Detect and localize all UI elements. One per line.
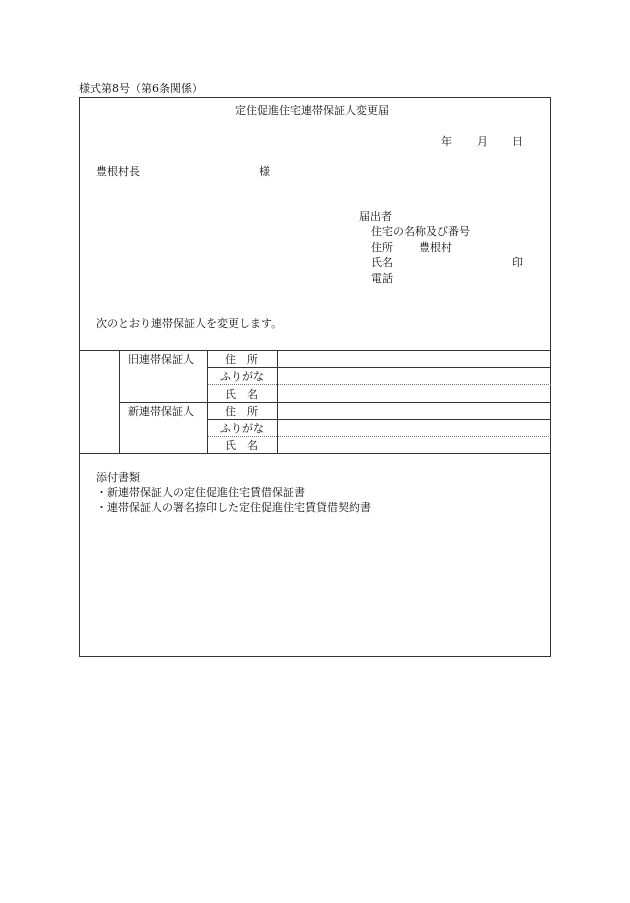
new-furigana-label: ふりがな	[220, 422, 264, 435]
applicant-name-label: 氏名	[371, 256, 393, 269]
addressee-name: 豊根村長	[96, 165, 140, 178]
applicant-address-value: 豊根村	[419, 241, 452, 254]
table-col-divider-3	[277, 350, 278, 453]
table-top-border	[79, 350, 551, 351]
phone-label: 電話	[371, 272, 393, 285]
attachments-heading: 添付書類	[96, 471, 140, 484]
old-furigana-label: ふりがな	[220, 370, 264, 383]
new-name-label: 氏 名	[225, 439, 258, 452]
new-guarantor-label: 新連帯保証人	[128, 405, 194, 418]
form-title: 定住促進住宅連帯保証人変更届	[235, 104, 389, 117]
attachment-item: ・連帯保証人の署名捺印した定住促進住宅賃貸借契約書	[96, 501, 371, 514]
new-furigana-divider	[207, 436, 551, 437]
table-col-divider-1	[119, 350, 120, 453]
table-middle-border	[119, 402, 551, 403]
old-address-label: 住 所	[225, 353, 258, 366]
form-frame	[79, 97, 551, 657]
applicant-address-label: 住所	[371, 241, 393, 254]
new-address-divider	[207, 419, 551, 420]
seal-mark: 印	[512, 256, 523, 269]
attachment-item: ・新連帯保証人の定住促進住宅賃借保証書	[96, 486, 305, 499]
addressee-honorific: 様	[259, 165, 270, 178]
table-col-divider-2	[207, 350, 208, 453]
date-month: 月	[477, 135, 488, 148]
applicant-heading: 届出者	[359, 210, 392, 223]
form-number: 様式第8号（第6条関係）	[79, 82, 203, 95]
old-guarantor-label: 旧連帯保証人	[128, 353, 194, 366]
table-bottom-border	[79, 453, 551, 454]
old-address-divider	[207, 367, 551, 368]
new-address-label: 住 所	[225, 405, 258, 418]
statement: 次のとおり連帯保証人を変更します。	[96, 317, 283, 330]
date-day: 日	[512, 135, 523, 148]
housing-label: 住宅の名称及び番号	[371, 225, 470, 238]
old-furigana-divider	[207, 384, 551, 385]
old-name-label: 氏 名	[225, 388, 258, 401]
date-year: 年	[441, 135, 452, 148]
